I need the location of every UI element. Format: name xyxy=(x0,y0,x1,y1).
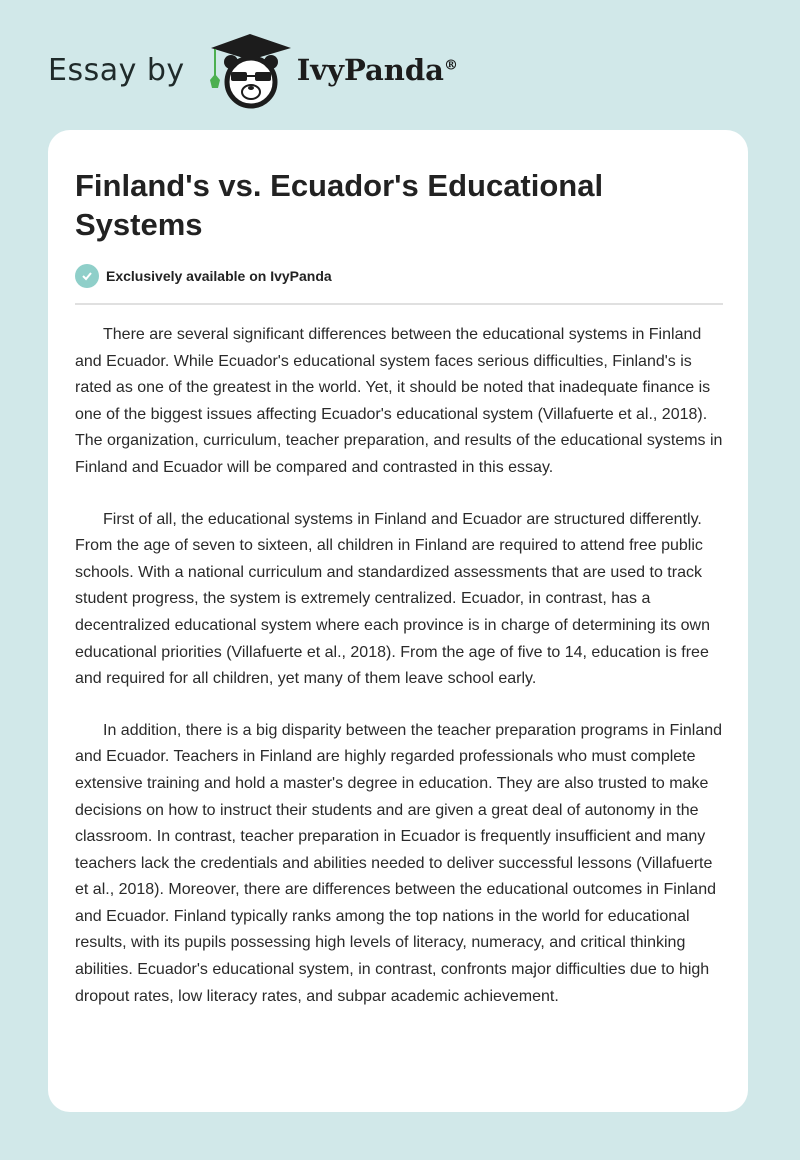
essay-by-label: Essay by xyxy=(48,52,185,88)
badge-label: Exclusively available on IvyPanda xyxy=(106,268,332,284)
check-icon xyxy=(75,264,99,288)
registered-mark: ® xyxy=(443,57,458,74)
brand-name[interactable] xyxy=(297,53,458,87)
divider xyxy=(75,303,723,305)
page-title: Finland's vs. Ecuador's Educational Systems xyxy=(75,168,604,242)
panda-logo-icon[interactable] xyxy=(207,30,293,110)
paragraph: In addition, there is a big disparity between the teacher preparation programs in Finland and Ecuador. Teachers in Finland are highly regarded professionals who must complete extensive training and hold a master's degree in education. They are also trusted to make decisions on how to instruct their students and are given a great deal of autonomy in the classroom. In contrast, teacher preparation in Ecuador is frequently insufficient and many teachers lack the credentials and abilities needed to deliver successful lessons (Villafuerte et al., 2018). Moreover, there are differences between the educational outcomes in Finland and Ecuador. Finland typically ranks among the top nations in the world for educational results, with its pupils possessing high levels of literacy, numeracy, and critical thinking abilities. Ecuador's educational system, in contrast, confronts major difficulties due to high dropout rates, low literacy rates, and subpar academic achievement. xyxy=(75,721,723,1005)
brand-text: IvyPanda xyxy=(296,53,444,87)
essay-body xyxy=(75,322,725,1035)
exclusive-badge xyxy=(75,264,332,288)
essay-card xyxy=(48,130,748,1112)
paragraph: There are several significant differences between the educational systems in Finland and Ecuador. While Ecuador's educational system faces serious difficulties, Finland's is rated as one of the greatest in the world. Yet, it should be noted that inadequate finance is one of the biggest issues affecting Ecuador's educational system (Villafuerte et al., 2018). The organization, curriculum, teacher preparation, and results of the educational systems in Finland and Ecuador will be compared and contrasted in this essay. xyxy=(75,326,723,476)
paragraph: First of all, the educational systems in Finland and Ecuador are structured differently. From the age of seven to sixteen, all children in Finland are required to attend free public schools. With a national curriculum and standardized assessments that are used to track student progress, the system is extremely centralized. Ecuador, in contrast, has a decentralized educational system where each province is in charge of determining its own educational priorities (Villafuerte et al., 2018). From the age of five to 14, education is free and required for all children, yet many of them leave school early. xyxy=(75,510,711,688)
site-header xyxy=(48,30,458,110)
